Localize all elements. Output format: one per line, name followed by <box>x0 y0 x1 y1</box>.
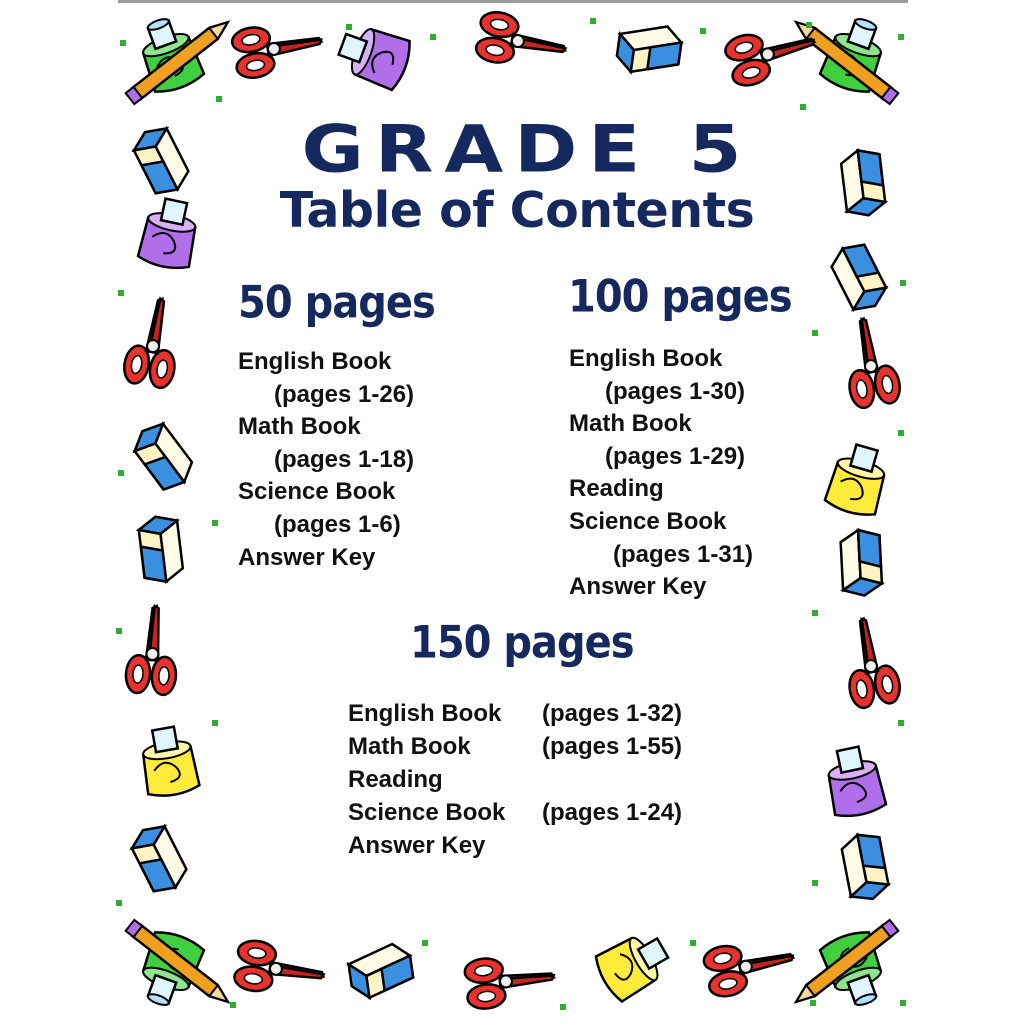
list-item <box>569 343 753 408</box>
eraser-icon <box>837 833 893 900</box>
page-range: (pages 1-6) <box>274 510 401 538</box>
list-item <box>569 506 753 571</box>
glue-bottle-icon <box>592 925 676 1004</box>
eraser-icon <box>129 824 189 894</box>
list-item <box>569 571 753 604</box>
book-title: Reading <box>569 475 664 503</box>
section-heading-50-pages: 50 pages <box>238 277 435 329</box>
book-title: Answer Key <box>238 543 376 571</box>
scissors-icon <box>230 16 325 81</box>
glue-bottle-icon <box>824 440 892 519</box>
page-range: (pages 1-30) <box>605 377 746 405</box>
eraser-icon <box>833 148 893 218</box>
contents-list-50-pages <box>238 346 414 574</box>
corner-bottom-right <box>792 920 898 1012</box>
eraser-icon <box>131 514 191 584</box>
page-subtitle: Table of Contents <box>279 182 755 239</box>
glue-bottle-icon <box>334 20 415 92</box>
section-heading-100-pages: 100 pages <box>568 271 792 323</box>
glue-bottle-icon <box>137 195 202 271</box>
list-item <box>238 476 414 541</box>
table-row <box>348 829 682 862</box>
list-item <box>238 346 414 411</box>
page-range: (pages 1-55) <box>542 732 683 760</box>
eraser-icon <box>829 242 889 312</box>
scissors-icon <box>125 604 181 695</box>
page-range: (pages 1-24) <box>542 798 683 826</box>
book-title: Science Book <box>348 798 506 826</box>
book-title: Reading <box>348 765 443 793</box>
eraser-icon <box>830 527 894 599</box>
page-title: GRADE 5 <box>301 110 753 187</box>
eraser-icon <box>347 942 415 1000</box>
book-title: English Book <box>238 348 392 375</box>
page-range: (pages 1-26) <box>274 380 415 408</box>
scissors-icon <box>702 932 798 999</box>
book-title: Answer Key <box>569 573 707 601</box>
page-range: (pages 1-18) <box>274 445 415 473</box>
page-range: (pages 1-29) <box>605 442 746 470</box>
scissors-icon <box>121 294 186 389</box>
scissors-icon <box>233 939 327 1001</box>
scissors-icon <box>464 951 557 1010</box>
book-title: Math Book <box>238 413 361 441</box>
list-item <box>238 542 414 575</box>
scissors-icon <box>474 9 569 74</box>
book-title: English Book <box>348 699 502 727</box>
glue-bottle-icon <box>822 743 887 819</box>
list-item <box>569 408 753 473</box>
table-row <box>348 763 682 796</box>
book-title: English Book <box>569 345 723 372</box>
page-range <box>542 829 682 862</box>
eraser-icon <box>129 419 197 494</box>
contents-list-100-pages <box>569 343 753 604</box>
glue-bottle-icon <box>137 724 200 799</box>
book-title: Math Book <box>569 410 692 438</box>
list-item <box>569 473 753 506</box>
book-title: Math Book <box>348 732 471 760</box>
scissors-icon <box>838 314 903 409</box>
book-title: Science Book <box>238 478 396 506</box>
eraser-icon <box>615 20 683 78</box>
table-row <box>348 697 682 730</box>
section-heading-150-pages: 150 pages <box>410 617 634 669</box>
contents-list-150-pages <box>348 697 682 862</box>
scissors-icon <box>838 614 903 709</box>
table-row <box>348 796 682 829</box>
corner-bottom-left <box>126 920 232 1012</box>
page-range <box>542 763 682 796</box>
page-range: (pages 1-31) <box>613 540 754 568</box>
book-title: Science Book <box>569 507 727 535</box>
table-row <box>348 730 682 763</box>
page-range: (pages 1-32) <box>542 699 683 727</box>
eraser-icon <box>131 126 191 196</box>
corner-top-left <box>126 12 232 104</box>
book-title: Answer Key <box>348 831 486 859</box>
list-item <box>238 411 414 476</box>
